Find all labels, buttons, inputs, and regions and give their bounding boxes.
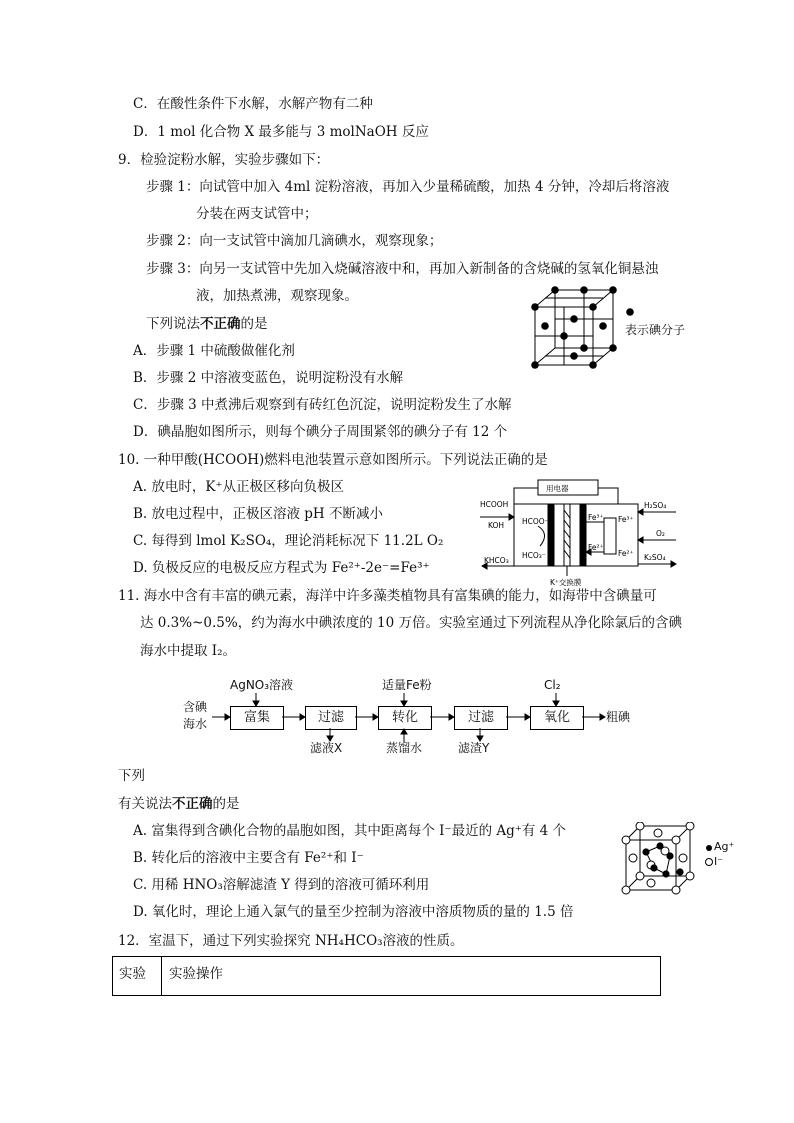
legend-dot-icon	[626, 308, 634, 316]
diagram-hcoo-label: HCOO⁻	[522, 517, 549, 526]
diagram-khco3-label: KHCO₃	[484, 556, 509, 565]
table-divider	[161, 957, 162, 995]
iodine-legend-label: 表示碘分子	[625, 323, 686, 337]
q10-option-d: D. 负极反应的电极反应方程式为 Fe²⁺-2e⁻=Fe³⁺	[133, 560, 430, 576]
flow-step-filter-2: 过滤	[454, 706, 508, 730]
diagram-hco3-label: HCO₃⁻	[522, 551, 546, 560]
flow-output-filtrate-x: 滤液X	[310, 741, 343, 755]
flow-end-label: 粗碘	[606, 710, 631, 724]
diagram-fe2-right-label: Fe²⁺	[618, 549, 634, 558]
q11-option-d: D. 氧化时，理论上通入氯气的量至少控制为溶液中溶质物质的量的 1.5 倍	[133, 904, 574, 920]
q11-prompt-prefix: 下列	[118, 768, 145, 784]
q10-option-b: B. 放电过程中，正极区溶液 pH 不断减小	[133, 506, 384, 522]
q9-option-d: D．碘晶胞如图所示，则每个碘分子周围紧邻的碘分子有 12 个	[133, 424, 508, 440]
diagram-h2so4-label: H₂SO₄	[644, 501, 667, 510]
table-header-operation: 实验操作	[169, 966, 223, 982]
q9-option-b: B．步骤 2 中溶液变蓝色，说明淀粉没有水解	[133, 370, 404, 386]
flow-step-oxidize: 氧化	[530, 706, 584, 730]
legend-i-circle-icon	[706, 859, 713, 866]
diagram-fe2-left-label: Fe²⁺	[588, 543, 604, 552]
q11-stem: 11. 海水中含有丰富的碘元素，海洋中许多藻类植物具有富集碘的能力，如海带中含碘量可	[118, 588, 657, 604]
legend-ag-dot-icon	[706, 845, 712, 851]
fuel-cell-diagram	[478, 474, 678, 590]
flow-arrows	[210, 690, 610, 744]
q8-option-d: D．1 mol 化合物 X 最多能与 3 molNaOH 反应	[133, 124, 429, 140]
q11-option-b: B. 转化后的溶液中主要含有 Fe²⁺和 I⁻	[133, 850, 364, 866]
q12-table	[112, 956, 661, 996]
q11-stem-line2: 达 0.3%~0.5%，约为海水中碘浓度的 10 万倍。实验室通过下列流程从净化除氯后的含碘	[140, 615, 682, 631]
q12-stem: 12．室温下，通过下列实验探究 NH₄HCO₃溶液的性质。	[118, 933, 464, 949]
q9-step1-cont: 分装在两支试管中；	[196, 206, 318, 222]
q10-option-a: A. 放电时，K⁺从正极区移向负极区	[133, 479, 345, 495]
q9-step3: 步骤 3：向另一支试管中先加入烧碱溶液中和，再加入新制备的含烧碱的氢氧化铜悬浊	[146, 261, 659, 277]
table-header-experiment: 实验	[119, 966, 146, 982]
q11-option-a: A. 富集得到含碘化合物的晶胞如图，其中距离每个 I⁻最近的 Ag⁺有 4 个	[133, 823, 567, 839]
flow-start-label-2: 海水	[183, 717, 208, 731]
q11-stem-line3: 海水中提取 I₂。	[140, 643, 237, 659]
diagram-membrane-label: K⁺交换膜	[550, 578, 582, 587]
q9-step3-cont: 液，加热煮沸，观察现象。	[196, 288, 358, 304]
flow-output-residue-y: 滤渣Y	[458, 741, 490, 755]
flow-start-label-1: 含碘	[183, 700, 208, 714]
agi-legend-ag: Ag⁺	[714, 840, 735, 853]
flow-reagent-cl2: Cl₂	[544, 678, 561, 692]
q10-option-c: C. 每得到 lmol K₂SO₄，理论消耗标况下 11.2L O₂	[133, 533, 444, 549]
q9-step1: 步骤 1：向试管中加入 4ml 淀粉溶液，再加入少量稀硫酸，加热 4 分钟，冷却后将溶液	[146, 179, 670, 195]
diagram-koh-label: KOH	[488, 521, 505, 530]
flow-step-enrich: 富集	[230, 706, 284, 730]
q11-question: 有关说法不正确的是	[118, 796, 240, 812]
diagram-fe3-right-label: Fe³⁺	[618, 515, 634, 524]
flow-reagent-agno3: AgNO₃溶液	[230, 678, 294, 692]
q9-stem: 9．检验淀粉水解，实验步骤如下：	[118, 152, 330, 168]
flow-reagent-fe: 适量Fe粉	[382, 678, 432, 692]
q10-stem: 10. 一种甲酸(HCOOH)燃料电池装置示意如图所示。下列说法正确的是	[118, 452, 548, 468]
q9-step2: 步骤 2：向一支试管中滴加几滴碘水，观察现象；	[146, 233, 443, 249]
flow-input-water: 蒸馏水	[386, 741, 423, 755]
diagram-k2so4-label: K₂SO₄	[644, 553, 666, 562]
diagram-o2-label: O₂	[656, 529, 665, 538]
q8-option-c: C．在酸性条件下水解，水解产物有二种	[133, 96, 373, 112]
diagram-hcooh-label: HCOOH	[480, 500, 509, 509]
diagram-fe3-left-label: Fe³⁺	[588, 513, 604, 522]
q9-question: 下列说法不正确的是	[146, 316, 268, 332]
flow-step-convert: 转化	[378, 706, 432, 730]
q9-option-c: C．步骤 3 中煮沸后观察到有砖红色沉淀，说明淀粉发生了水解	[133, 397, 512, 413]
agi-legend-i: I⁻	[714, 855, 724, 868]
q9-option-a: A．步骤 1 中硫酸做催化剂	[133, 343, 295, 359]
diagram-appliance-label: 用电器	[546, 484, 569, 493]
q11-option-c: C. 用稀 HNO₃溶解滤渣 Y 得到的溶液可循环利用	[133, 877, 430, 893]
flow-step-filter-1: 过滤	[305, 706, 357, 730]
